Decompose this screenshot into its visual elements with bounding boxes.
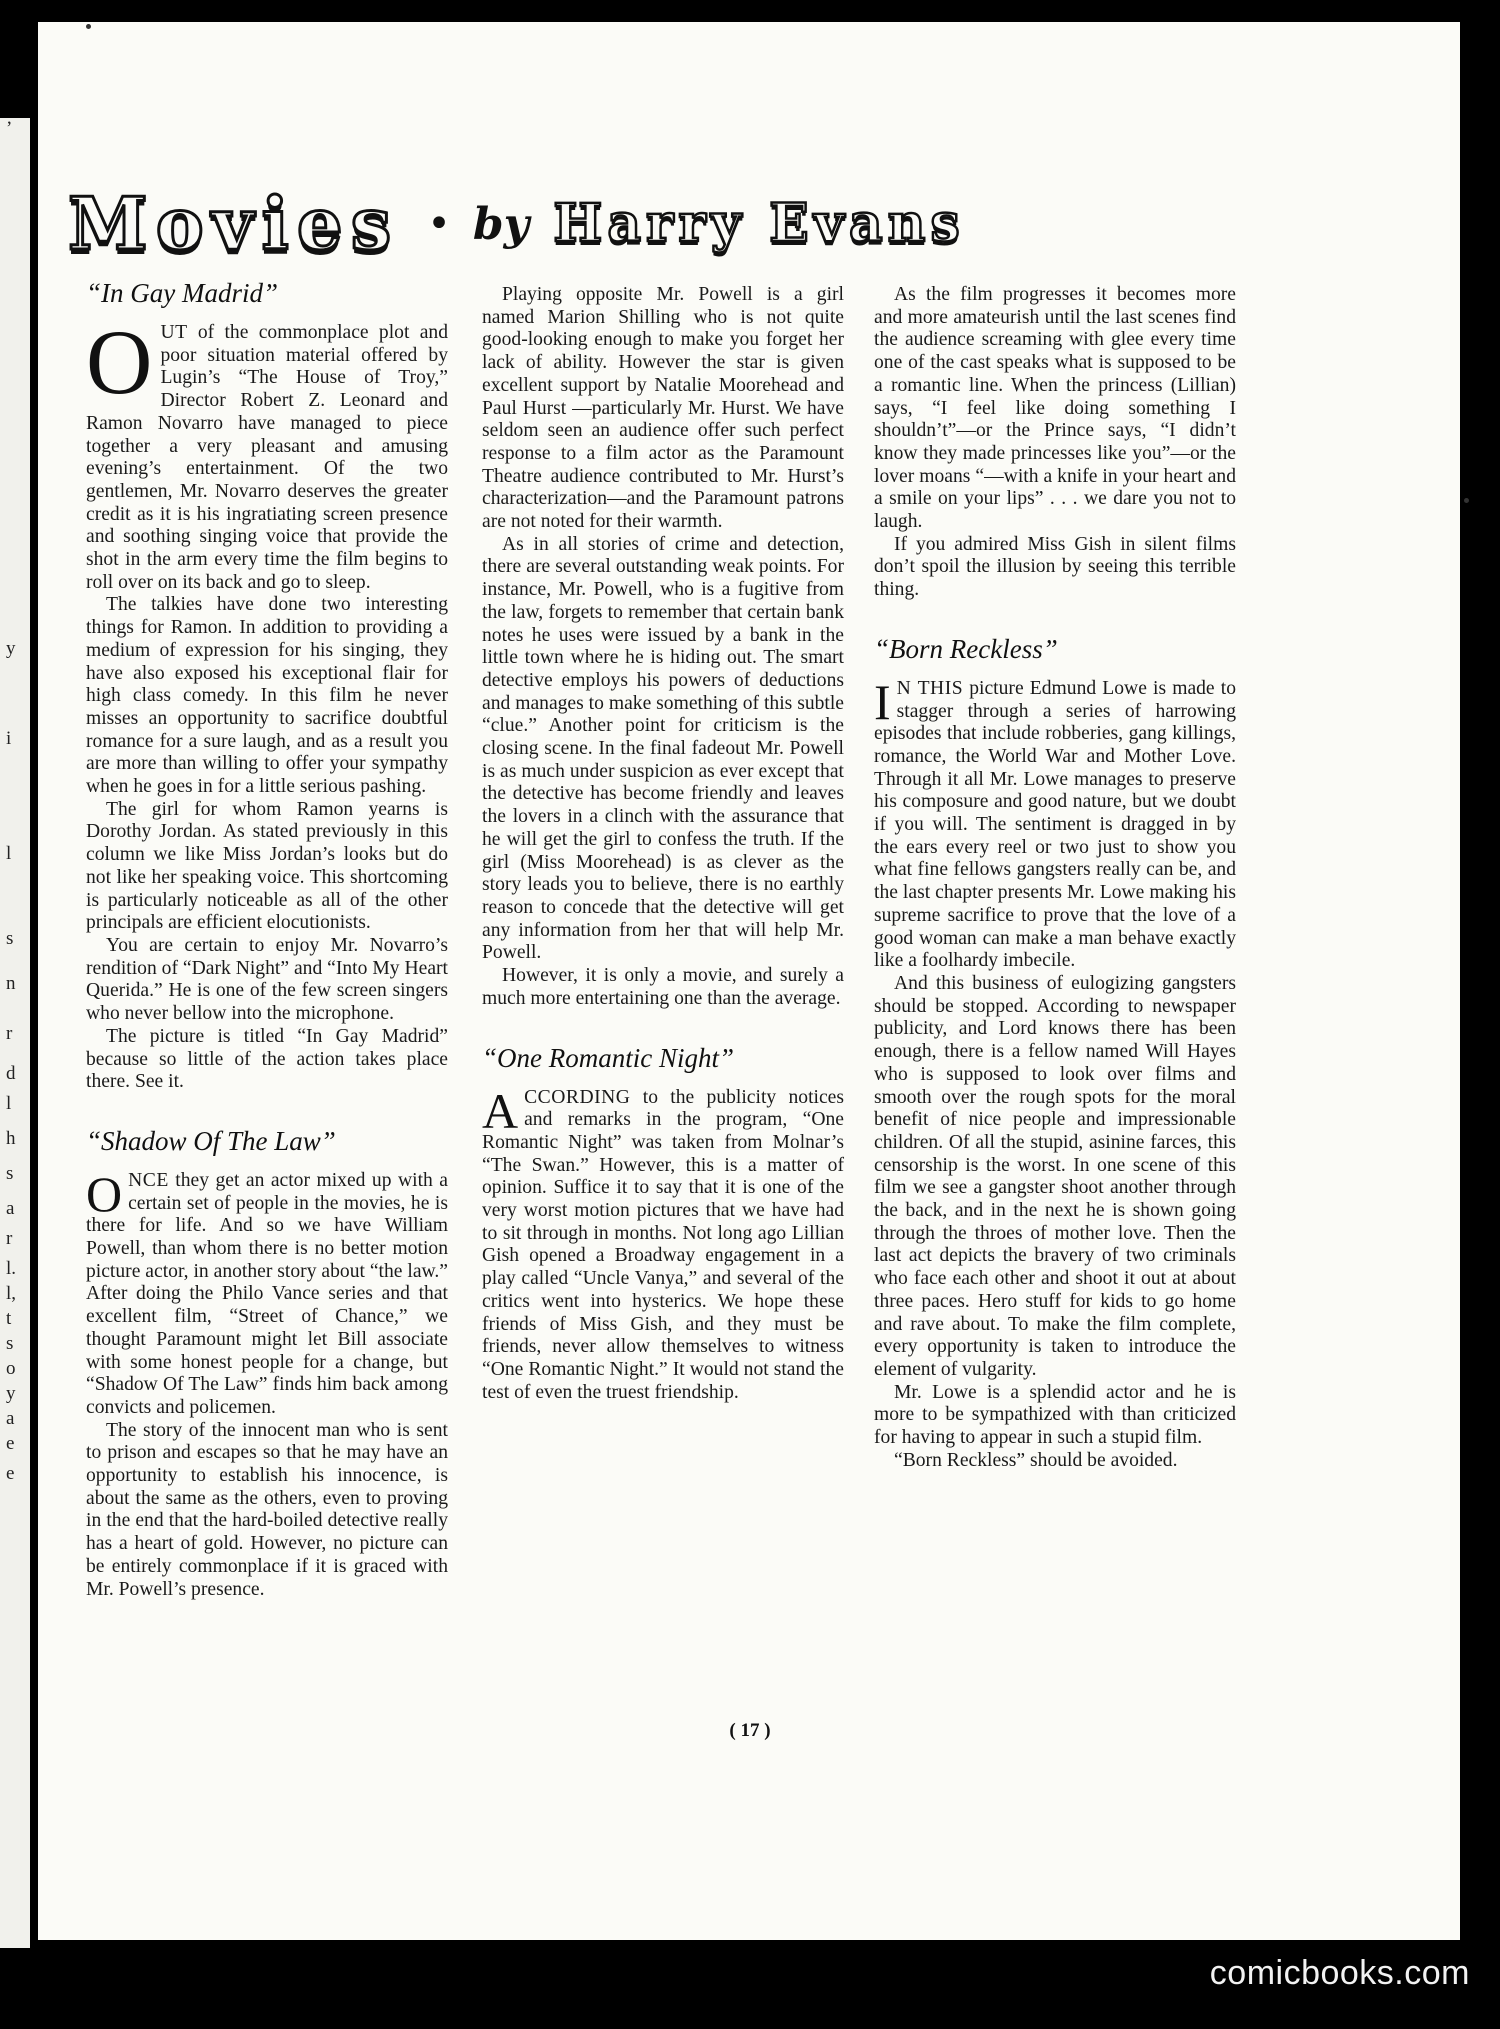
edge-char: e xyxy=(6,1463,15,1484)
paragraph: Playing opposite Mr. Powell is a girl named Marion Shilling who is not quite good-looking enough to make you forget her lack of ability. However the star is given excellent support by Natalie Moorehead and Paul Hurst —particularly Mr. Hurst. We have seldom seen an audience offer such perfect response to a film actor as the Paramount Theatre audience contributed to Mr. Hurst’s characterization—and the Paramount patrons are not noted for their warmth. xyxy=(482,284,844,533)
drop-cap: O xyxy=(86,1165,123,1222)
paragraph-text: to the publicity notices and remarks in the program, “One Romantic Night” was taken from Molnar’s “The Swan.” However, this is a matter of opinion. Suffice it to say that it is one of the very worst motion pictures that we have had to sit through in months. Not long ago Lillian Gish opened a Broadway engagement in a play called “Uncle Vanya,” and several of the critics went into hysterics. We hope these friends of Miss Gish, and they must be friends, never allow themselves to witness “One Romantic Night.” It would not stand the test of even the truest friendship. xyxy=(482,1086,844,1403)
paragraph: The picture is titled “In Gay Madrid” because so little of the action takes place there. See it. xyxy=(86,1025,448,1093)
column-1 xyxy=(86,278,448,1601)
paragraph: As the film progresses it becomes more and more amateurish until the last scenes find the audience screaming with glee every time one of the cast speaks what is supposed to be a romantic line. When the princess (Lillian) says, “I feel like doing something I shouldn’t”—or the Prince says, “I didn’t know they made princesses like you”—or the lover moans “—with a knife in your heart and a smile on your lips” . . . we dare you not to laugh. xyxy=(874,284,1236,533)
page-title xyxy=(68,181,1248,266)
paragraph: The story of the innocent man who is sent to prison and escapes so that he may have an opportunity to establish his innocence, is about the same as the others, even to proving in the end that the hard-boiled detective really has a heart of gold. However, no picture can be entirely commonplace if it is graced with Mr. Powell’s presence. xyxy=(86,1419,448,1600)
review-heading-shadow-of-the-law: “Shadow Of The Law” xyxy=(86,1125,336,1156)
edge-char: s xyxy=(6,1163,14,1184)
edge-char: a xyxy=(6,1408,15,1429)
drop-cap: O xyxy=(86,311,153,413)
paragraph: The girl for whom Ramon yearns is Dorothy Jordan. As stated previously in this column we like Miss Jordan’s looks but do not like her speaking voice. This shortcoming is particularly noticeable as all of the other principals are efficient elocutionists. xyxy=(86,798,448,934)
review-heading-born-reckless: “Born Reckless” xyxy=(874,633,1058,664)
author-name: Harry Evans xyxy=(553,193,965,254)
edge-char: ʼ xyxy=(6,118,13,139)
site-watermark: comicbooks.com xyxy=(1209,1954,1470,1992)
lead-in-caps: CCORDING xyxy=(524,1086,631,1108)
edge-char: l xyxy=(6,843,12,864)
edge-char: d xyxy=(6,1063,16,1084)
adjacent-page-edge-text xyxy=(2,118,28,1948)
review-heading-one-romantic-night: “One Romantic Night” xyxy=(482,1042,735,1073)
paragraph: However, it is only a movie, and surely a much more entertaining one than the average. xyxy=(482,965,844,1009)
edge-char: y xyxy=(6,638,16,659)
paragraph-text: they get an actor mixed up with a certain set of people in the movies, he is there for life. And so we have William Powell, than whom there is no better motion picture actor, in another story about “the law.” After doing the Philo Vance series and that excellent film, “Street of Chance,” we thought Paramount might let Bill associate with some honest people for a change, but “Shadow Of The Law” finds him back among convicts and policemen. xyxy=(86,1169,448,1418)
edge-char: i xyxy=(6,728,12,749)
edge-char: l. xyxy=(6,1258,17,1279)
paragraph xyxy=(874,673,1236,973)
edge-char: s xyxy=(6,928,14,949)
edge-char: r xyxy=(6,1228,13,1249)
lead-in-caps: N THIS xyxy=(896,677,964,699)
edge-char: n xyxy=(6,973,16,994)
title-separator: • xyxy=(427,201,451,247)
paragraph xyxy=(86,311,448,594)
section-spacer xyxy=(874,602,1236,634)
column-3 xyxy=(874,284,1236,1472)
edge-char: l xyxy=(6,1093,12,1114)
paragraph: As in all stories of crime and detection, there are several outstanding weak points. For instance, Mr. Powell, who is a fugitive from the law, forgets to remember that certain bank notes he uses were issued by a bank in the little town where he is hiding out. The smart detective employs his powers of deductions and manages to make something of this subtle “clue.” Another point for criticism is the closing scene. In the final fadeout Mr. Powell is as much under suspicion as ever except that the detective has become friendly and leaves the lovers in a clinch with the assurance that he will get the girl to confess the truth. If the girl (Miss Moorehead) is as clever as the story leads you to believe, there is no earthly reason to concede that the detective will get any information from her that will help Mr. Powell. xyxy=(482,533,844,964)
edge-char: s xyxy=(6,1333,14,1354)
paragraph: And this business of eulogizing gangsters should be stopped. According to newspaper publicity, and Lord knows there has been enough, there is a fellow named Will Hayes who is supposed to look over films and smooth over the rough spots for the moral benefit of nice people and impressionable children. Of all the stupid, asinine farces, this censorship is the worst. In one scene of this film we see a gangster shoot another through the back, and in the next he is shown going through the throes of mother love. Then the last act depicts the bravery of two criminals who face each other and shoot it out at about three paces. Hero stuff for kids to go home and rave about. To make the film complete, every opportunity is taken to introduce the element of vulgarity. xyxy=(874,972,1236,1380)
drop-cap: I xyxy=(874,673,891,730)
page-number: ( 17 ) xyxy=(729,1720,771,1741)
drop-cap: A xyxy=(482,1082,519,1139)
edge-char: y xyxy=(6,1383,16,1404)
edge-char: a xyxy=(6,1198,15,1219)
paragraph-text: picture Edmund Lowe is made to stagger through a series of harrowing episodes that include robberies, gang killings, romance, the World War and Mother Love. Through it all Mr. Lowe manages to preserve his composure and good nature, but we doubt if you will. The sentiment is dragged in by the ears every reel or two just to show you what fine fellows gangsters really can be, and the last chapter presents Mr. Lowe making his supreme sacrifice to prove that the love of a good woman can make a man behave exactly like a foolhardy imbecile. xyxy=(874,677,1236,972)
lead-in-caps: UT xyxy=(160,322,188,343)
lead-in-caps: NCE xyxy=(128,1169,169,1191)
dust-speck xyxy=(1464,498,1469,503)
title-by: by xyxy=(472,198,530,250)
column-2 xyxy=(482,284,844,1404)
paragraph: You are certain to enjoy Mr. Novarro’s rendition of “Dark Night” and “Into My Heart Querida.” He is one of the few screen singers who never bellow into the microphone. xyxy=(86,934,448,1025)
paragraph: Mr. Lowe is a splendid actor and he is more to be sympathized with than criticized for having to appear in such a stupid film. xyxy=(874,1381,1236,1449)
edge-char: o xyxy=(6,1358,16,1379)
review-heading-gay-madrid: “In Gay Madrid” xyxy=(86,278,279,308)
edge-char: h xyxy=(6,1128,16,1149)
edge-char: l, xyxy=(6,1283,17,1304)
paragraph: “Born Reckless” should be avoided. xyxy=(894,1449,1178,1471)
paragraph: If you admired Miss Gish in silent films don’t spoil the illusion by seeing this terrible thing. xyxy=(874,533,1236,601)
paragraph xyxy=(86,1165,448,1420)
section-spacer xyxy=(482,1011,844,1043)
paragraph xyxy=(482,1082,844,1405)
dust-speck xyxy=(86,24,91,29)
edge-char: e xyxy=(6,1433,15,1454)
adjacent-page-strip xyxy=(0,118,30,1948)
section-spacer xyxy=(86,1094,448,1126)
edge-char: t xyxy=(6,1308,12,1329)
paragraph-text: of the commonplace plot and poor situation material offered by Lugin’s “The House of Troy,” Director Robert Z. Leonard and Ramon Novarro have managed to piece together a very pleasant and amusing evening’s entertainment. Of the two gentlemen, Mr. Novarro deserves the greater credit as it is his ingratiating screen presence and soothing singing voice that provide the shot in the arm every time the film begins to roll over on its back and go to sleep. xyxy=(86,322,448,593)
edge-char: r xyxy=(6,1023,13,1044)
paragraph: The talkies have done two interesting things for Ramon. In addition to providing a medium of expression for his singing, they have also exposed his exceptional flair for high class comedy. In this film he never misses an opportunity to sacrifice doubtful romance for a sure laugh, and as a result you are more than willing to offer your sympathy when he goes in for a little serious pashing. xyxy=(86,594,448,798)
title-word: Movies xyxy=(68,181,400,266)
